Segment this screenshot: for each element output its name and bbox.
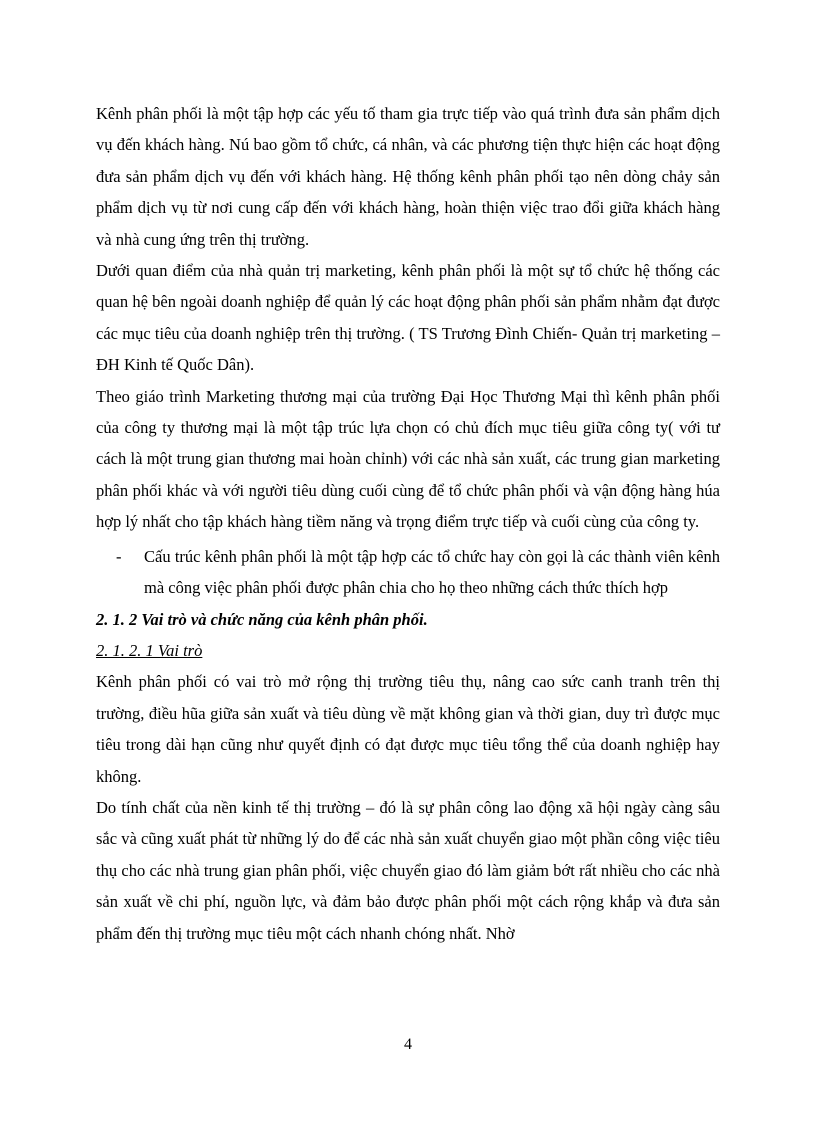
section-heading: 2. 1. 2 Vai trò và chức năng của kênh phân phối. [96, 609, 428, 629]
paragraph-commerce-university-view: Theo giáo trình Marketing thương mại của trường Đại Học Thương Mại thì kênh phân phối của công ty thương mại là một tập trúc lựa chọn có chủ đích mục tiêu giữa công ty( với tư cách là một trung gian thương mai hoàn chỉnh) với các nhà sản xuất, các trung gian marketing phân phối khác và với người tiêu dùng cuối cùng để tổ chức phân phối và vận động hàng húa hợp lý nhất cho tập khách hàng tiềm năng và trọng điểm trực tiếp và cuối cùng của công ty. [96, 386, 720, 532]
bullet-text: Cấu trúc kênh phân phối là một tập hợp các tổ chức hay còn gọi là các thành viên kênh mà công việc phân phối được phân chia cho họ theo những cách thức thích hợp [144, 546, 720, 598]
document-body [96, 98, 720, 949]
subsection-heading: 2. 1. 2. 1 Vai trò [96, 640, 203, 660]
bullet-list-item [96, 541, 720, 604]
paragraph-market-economy: Do tính chất của nền kinh tế thị trường – đó là sự phân công lao động xã hội ngày càng sâu sắc và cũng xuất phát từ những lý do để các nhà sản xuất chuyển giao một phần công việc tiêu thụ cho các nhà trung gian phân phối, việc chuyển giao đó làm giảm bớt rất nhiều cho các nhà sản xuất về chi phí, nguồn lực, và đảm bảo được phân phối một cách rộng khắp và đưa sản phẩm đến thị trường mục tiêu một cách nhanh chóng nhất. Nhờ [96, 797, 720, 943]
page-number: 4 [404, 1036, 412, 1053]
paragraph-marketing-manager-view: Dưới quan điểm của nhà quản trị marketing, kênh phân phối là một sự tổ chức hệ thống các quan hệ bên ngoài doanh nghiệp để quản lý các hoạt động phân phối sản phẩm nhằm đạt được các mục tiêu của doanh nghiệp trên thị trường. ( TS Trương Đình Chiến- Quản trị marketing – ĐH Kinh tế Quốc Dân). [96, 261, 720, 375]
bullet-dash-icon: - [116, 546, 122, 566]
paragraph-role-description: Kênh phân phối có vai trò mở rộng thị trường tiêu thụ, nâng cao sức canh tranh trên thị trường, điều hũa giữa sản xuất và tiêu dùng về mặt không gian và thời gian, duy trì được mục tiêu trong dài hạn cũng như quyết định có đạt được mục tiêu tổng thể của doanh nghiệp hay không. [96, 672, 720, 786]
paragraph-distribution-channel-definition: Kênh phân phối là một tập hợp các yếu tố tham gia trực tiếp vào quá trình đưa sản phẩm dịch vụ đến khách hàng. Nú bao gồm tổ chức, cá nhân, và các phương tiện thực hiện các hoạt động đưa sản phẩm dịch vụ đến với khách hàng. Hệ thống kênh phân phối tạo nên dòng chảy sản phẩm dịch vụ từ nơi cung cấp đến với khách hàng, hoàn thiện việc trao đổi giữa khách hàng và nhà cung ứng trên thị trường. [96, 104, 720, 249]
